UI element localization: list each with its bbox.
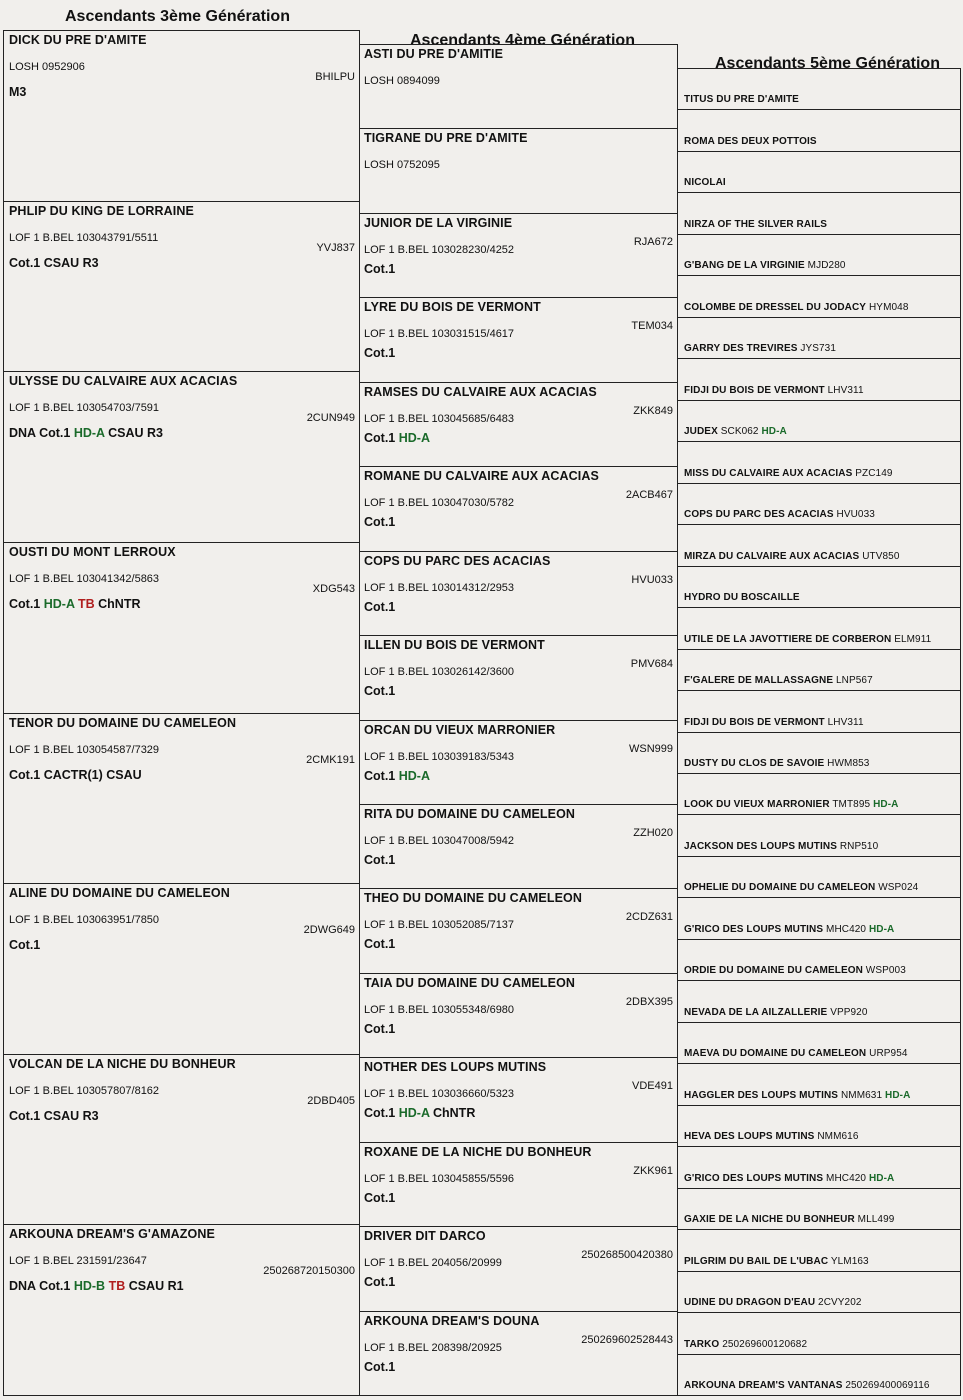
notes-text: Cot.1 — [364, 1021, 396, 1036]
gen5-entry — [678, 110, 960, 151]
id-code: MLL499 — [854, 1214, 895, 1226]
gen5-entry — [678, 1023, 960, 1064]
dog-name — [684, 551, 899, 562]
dog-name: ARKOUNA DREAM'S G'AMAZONE — [9, 1227, 215, 1242]
gen3-entry — [4, 1055, 359, 1226]
dog-name-text: OPHELIE DU DOMAINE DU CAMELEON — [684, 882, 876, 894]
gen4-entry — [359, 1312, 677, 1396]
id-code: YLM163 — [828, 1255, 869, 1267]
dog-name-text: GAXIE DE LA NICHE DU BONHEUR — [684, 1214, 855, 1226]
notes-text: Cot.1 — [364, 1359, 396, 1374]
dog-name-text: ARKOUNA DREAM'S VANTANAS — [684, 1380, 843, 1391]
id-code: PMV684 — [630, 658, 673, 671]
dog-name: TIGRANE DU PRE D'AMITE — [364, 131, 528, 146]
registration: LOF 1 B.BEL 103047030/5782 — [364, 497, 515, 510]
dog-name-text: TARKO — [684, 1338, 720, 1350]
registration: LOF 1 B.BEL 103043791/5511 — [9, 231, 159, 244]
id-code: JYS731 — [797, 343, 837, 355]
id-code: TEM034 — [631, 320, 673, 333]
id-code: YVJ837 — [316, 241, 355, 254]
notes-text: Cot.1 CACTR(1) CSAU — [9, 767, 142, 782]
titles — [9, 768, 142, 782]
notes-text: Cot.1 — [364, 261, 396, 276]
titles — [364, 346, 395, 360]
column-gen4 — [359, 44, 678, 1396]
dog-name: VOLCAN DE LA NICHE DU BONHEUR — [9, 1056, 236, 1071]
gen5-entry — [678, 193, 960, 234]
registration: LOF 1 B.BEL 103047008/5942 — [364, 834, 515, 847]
id-code: 2DBX395 — [625, 995, 673, 1008]
gen5-entry — [678, 276, 960, 317]
gen5-entry — [678, 1355, 960, 1396]
gen5-entry — [678, 484, 960, 525]
dog-name — [684, 882, 918, 893]
titles — [364, 515, 395, 529]
titles — [364, 1106, 475, 1120]
id-code: MHC420 — [823, 1172, 869, 1184]
gen5-entry — [678, 235, 960, 276]
id-code: 250269600120682 — [719, 1338, 808, 1350]
dog-name: ALINE DU DOMAINE DU CAMELEON — [9, 886, 230, 901]
id-code: MHC420 — [823, 923, 869, 935]
dog-name: ROMANE DU CALVAIRE AUX ACACIAS — [364, 469, 599, 484]
gen4-entry — [359, 214, 677, 298]
registration: LOF 1 B.BEL 103045685/6483 — [364, 412, 515, 425]
notes-text: ChNTR — [429, 1106, 476, 1121]
notes-text: Cot.1 CSAU R3 — [9, 255, 99, 270]
gen5-entry — [678, 898, 960, 939]
hd-badge: HD-A — [73, 426, 105, 441]
dog-name — [684, 1048, 908, 1059]
dog-name: ILLEN DU BOIS DE VERMONT — [364, 638, 545, 653]
notes-text: Cot.1 — [364, 852, 396, 867]
gen4-entry — [359, 974, 677, 1058]
gen4-entry — [359, 552, 677, 636]
notes-text: Cot.1 — [9, 596, 44, 611]
gen5-entry — [678, 567, 960, 608]
registration: LOF 1 B.BEL 103055348/6980 — [364, 1003, 515, 1016]
gen5-entry — [678, 1106, 960, 1147]
gen5-entry — [678, 857, 960, 898]
dog-name — [684, 924, 894, 935]
registration: LOF 1 B.BEL 103045855/5596 — [364, 1172, 515, 1185]
gen5-entry — [678, 359, 960, 400]
titles — [364, 1275, 395, 1289]
titles — [364, 600, 395, 614]
titles — [9, 85, 26, 99]
dog-name-text: UTILE DE LA JAVOTTIERE DE CORBERON — [684, 633, 892, 645]
dog-name: RITA DU DOMAINE DU CAMELEON — [364, 806, 576, 821]
dog-name-text: LOOK DU VIEUX MARRONIER — [684, 799, 830, 811]
dog-name — [684, 426, 787, 437]
gen3-entry — [4, 1225, 359, 1396]
notes-text: Cot.1 — [364, 599, 396, 614]
dog-name-text: MISS DU CALVAIRE AUX ACACIAS — [684, 467, 853, 479]
dog-name — [684, 177, 726, 188]
dog-name-text: FIDJI DU BOIS DE VERMONT — [684, 716, 825, 728]
dog-name — [684, 94, 799, 105]
header-gen5: Ascendants 5ème Génération — [715, 55, 940, 72]
notes-text: CSAU R1 — [125, 1279, 184, 1294]
dog-name-text: NICOLAI — [684, 177, 726, 189]
id-code: XDG543 — [312, 582, 355, 595]
dog-name — [684, 965, 906, 976]
dog-name — [684, 1297, 862, 1308]
gen5-entry — [678, 525, 960, 566]
dog-name-text: TITUS DU PRE D'AMITE — [684, 94, 799, 106]
id-code: 2DWG649 — [303, 924, 355, 937]
notes-text: DNA Cot.1 — [9, 426, 74, 441]
hd-badge: HD-A — [868, 1172, 895, 1184]
dog-name-text: GARRY DES TREVIRES — [684, 343, 798, 355]
dog-name: PHLIP DU KING DE LORRAINE — [9, 203, 194, 218]
notes-text: Cot.1 — [364, 768, 399, 783]
id-code: RNP510 — [836, 840, 879, 852]
dog-name — [684, 343, 836, 354]
id-code: ELM911 — [891, 633, 932, 645]
gen4-entry — [359, 805, 677, 889]
titles — [9, 256, 99, 270]
gen4-entry — [359, 383, 677, 467]
dog-name-text: JACKSON DES LOUPS MUTINS — [684, 840, 837, 852]
gen4-entry — [359, 721, 677, 805]
pedigree-grid — [3, 30, 960, 1395]
gen4-entry — [359, 636, 677, 720]
id-code: URP954 — [866, 1048, 908, 1060]
id-code: ZZH020 — [633, 826, 673, 839]
gen3-entry — [4, 372, 359, 543]
dog-name — [684, 717, 864, 728]
hd-badge: HD-A — [398, 1106, 430, 1121]
gen5-entry — [678, 69, 960, 110]
dog-name-text: MIRZA DU CALVAIRE AUX ACACIAS — [684, 550, 860, 562]
id-code: HWM853 — [824, 757, 870, 769]
dog-name: LYRE DU BOIS DE VERMONT — [364, 300, 541, 315]
gen4-entry — [359, 45, 677, 129]
registration: LOF 1 B.BEL 103014312/2953 — [364, 581, 515, 594]
registration: LOSH 0752095 — [364, 159, 440, 172]
notes-text: M3 — [9, 85, 27, 99]
gen3-entry — [4, 714, 359, 885]
header-gen4: Ascendants 4ème Génération — [410, 32, 635, 49]
titles — [9, 1279, 184, 1293]
dog-name — [684, 1339, 807, 1350]
id-code: 2CVY202 — [815, 1297, 862, 1309]
dog-name-text: FIDJI DU BOIS DE VERMONT — [684, 384, 825, 396]
notes-text: Cot.1 — [364, 430, 399, 445]
titles — [364, 1360, 395, 1374]
registration: LOSH 0894099 — [364, 75, 440, 87]
dog-name-text: G'BANG DE LA VIRGINIE — [684, 260, 805, 272]
gen5-entry — [678, 1147, 960, 1188]
gen4-entry — [359, 1143, 677, 1227]
dog-name-text: COPS DU PARC DES ACACIAS — [684, 509, 834, 521]
hd-badge: HD-A — [43, 596, 75, 611]
id-code: LHV311 — [824, 384, 864, 396]
dog-name — [684, 1173, 894, 1184]
dog-name: TENOR DU DOMAINE DU CAMELEON — [9, 715, 237, 730]
gen5-entry — [678, 1064, 960, 1105]
id-code: LNP567 — [833, 675, 873, 687]
dog-name-text: HEVA DES LOUPS MUTINS — [684, 1131, 815, 1143]
registration: LOSH 0952906 — [9, 61, 85, 73]
id-code: WSP003 — [862, 965, 906, 977]
id-code: 2ACB467 — [625, 489, 673, 502]
dog-name — [684, 1090, 910, 1101]
hd-badge: HD-A — [398, 768, 430, 783]
gen3-entry — [4, 543, 359, 714]
notes-text: ChNTR — [94, 596, 141, 611]
dog-name-text: PILGRIM DU BAIL DE L'UBAC — [684, 1255, 829, 1267]
dog-name-text: NEVADA DE LA AILZALLERIE — [684, 1006, 828, 1018]
dog-name-text: F'GALERE DE MALLASSAGNE — [684, 675, 834, 687]
notes-text: Cot.1 — [364, 937, 396, 952]
dog-name: TAIA DU DOMAINE DU CAMELEON — [364, 975, 576, 990]
registration: LOF 1 B.BEL 231591/23647 — [9, 1255, 147, 1268]
dog-name — [684, 1007, 868, 1018]
column-gen3 — [3, 30, 360, 1396]
notes-text: Cot.1 CSAU R3 — [9, 1108, 99, 1123]
titles — [9, 597, 141, 611]
registration: LOF 1 B.BEL 103063951/7850 — [9, 914, 160, 927]
hd-badge: HD-A — [761, 426, 787, 438]
dog-name: DRIVER DIT DARCO — [364, 1229, 486, 1244]
gen5-entry — [678, 442, 960, 483]
id-code: WSN999 — [628, 742, 673, 755]
registration: LOF 1 B.BEL 103039183/5343 — [364, 750, 515, 763]
dog-name-text: G'RICO DES LOUPS MUTINS — [684, 1172, 824, 1184]
gen4-entry — [359, 1058, 677, 1142]
hd-badge: HD-A — [885, 1089, 911, 1101]
dog-name: ASTI DU PRE D'AMITIE — [364, 47, 504, 61]
dog-name — [684, 219, 827, 230]
dog-name-text: JUDEX — [684, 426, 718, 438]
dog-name — [684, 1131, 859, 1142]
id-code: NMM631 — [838, 1089, 886, 1101]
dog-name: OUSTI DU MONT LERROUX — [9, 544, 176, 559]
titles — [364, 769, 430, 783]
dog-name-text: ORDIE DU DOMAINE DU CAMELEON — [684, 965, 863, 977]
header-gen3: Ascendants 3ème Génération — [65, 8, 290, 25]
titles — [364, 1191, 395, 1205]
id-code: WSP024 — [875, 882, 919, 894]
gen5-entry — [678, 691, 960, 732]
notes-text: Cot.1 — [364, 346, 396, 361]
dog-name: ROXANE DE LA NICHE DU BONHEUR — [364, 1144, 592, 1159]
gen3-entry — [4, 202, 359, 373]
id-code: ZKK849 — [633, 404, 673, 417]
notes-text: Cot.1 — [9, 938, 41, 953]
id-code: 250269602528443 — [581, 1333, 673, 1346]
dog-name — [684, 634, 931, 645]
id-code: 250268500420380 — [581, 1249, 673, 1262]
dog-name: RAMSES DU CALVAIRE AUX ACACIAS — [364, 384, 597, 399]
notes-text: Cot.1 — [364, 515, 396, 530]
dog-name — [684, 799, 898, 810]
id-code: 250269400069116 — [842, 1380, 930, 1391]
titles — [364, 684, 395, 698]
notes-text: CSAU R3 — [104, 426, 163, 441]
notes-text: DNA Cot.1 — [9, 1279, 74, 1294]
registration: LOF 1 B.BEL 103054703/7591 — [9, 402, 160, 415]
id-code: NMM616 — [814, 1131, 859, 1143]
id-code: UTV850 — [859, 550, 900, 562]
titles — [364, 1022, 395, 1036]
registration: LOF 1 B.BEL 103028230/4252 — [364, 243, 515, 256]
id-code: VDE491 — [632, 1080, 673, 1093]
gen3-entry — [4, 884, 359, 1055]
dog-name-text: ROMA DES DEUX POTTOIS — [684, 135, 817, 147]
tb-badge: TB — [78, 596, 95, 611]
hd-badge: HD-B — [73, 1279, 106, 1294]
gen4-entry — [359, 467, 677, 551]
dog-name: NOTHER DES LOUPS MUTINS — [364, 1060, 547, 1075]
dog-name — [684, 302, 908, 313]
titles — [9, 938, 40, 952]
registration: LOF 1 B.BEL 103036660/5323 — [364, 1088, 515, 1101]
id-code: 2CMK191 — [306, 753, 355, 766]
dog-name — [684, 260, 846, 271]
gen5-entry — [678, 1313, 960, 1354]
id-code: HVU033 — [631, 573, 673, 586]
dog-name: ULYSSE DU CALVAIRE AUX ACACIAS — [9, 374, 238, 389]
dog-name — [684, 841, 878, 852]
titles — [364, 937, 395, 951]
dog-name-text: HYDRO DU BOSCAILLE — [684, 592, 800, 604]
registration: LOF 1 B.BEL 103026142/3600 — [364, 666, 515, 679]
id-code: SCK062 — [717, 426, 762, 438]
id-code: 2CUN949 — [306, 412, 355, 425]
gen5-entry — [678, 733, 960, 774]
id-code: LHV311 — [824, 716, 864, 728]
dog-name-text: DUSTY DU CLOS DE SAVOIE — [684, 757, 825, 769]
id-code: ZKK961 — [633, 1164, 673, 1177]
dog-name: ORCAN DU VIEUX MARRONIER — [364, 722, 556, 737]
gen4-entry — [359, 1227, 677, 1311]
gen5-entry — [678, 815, 960, 856]
id-code: VPP920 — [827, 1006, 868, 1018]
gen5-entry — [678, 1189, 960, 1230]
tb-badge: TB — [108, 1279, 126, 1294]
dog-name: DICK DU PRE D'AMITE — [9, 33, 147, 47]
titles — [9, 1109, 99, 1123]
registration: LOF 1 B.BEL 103052085/7137 — [364, 919, 515, 932]
column-gen5 — [678, 68, 961, 1396]
titles — [364, 853, 395, 867]
gen5-entry — [678, 318, 960, 359]
titles — [9, 426, 163, 440]
dog-name-text: G'RICO DES LOUPS MUTINS — [684, 923, 824, 935]
dog-name-text: NIRZA OF THE SILVER RAILS — [684, 218, 828, 230]
dog-name-text: COLOMBE DE DRESSEL DU JODACY — [684, 301, 867, 313]
registration: LOF 1 B.BEL 103054587/7329 — [9, 743, 160, 756]
dog-name: THEO DU DOMAINE DU CAMELEON — [364, 891, 582, 906]
id-code: 2CDZ631 — [625, 911, 673, 924]
hd-badge: HD-A — [873, 799, 899, 811]
dog-name — [684, 468, 893, 479]
id-code: TMT895 — [829, 799, 874, 811]
dog-name — [684, 1256, 869, 1267]
notes-text: Cot.1 — [364, 1190, 396, 1205]
registration: LOF 1 B.BEL 204056/20999 — [364, 1257, 502, 1270]
gen5-entry — [678, 1272, 960, 1313]
id-code: HVU033 — [833, 509, 875, 521]
registration: LOF 1 B.BEL 103031515/4617 — [364, 328, 515, 341]
dog-name — [684, 136, 817, 147]
dog-name-text: MAEVA DU DOMAINE DU CAMELEON — [684, 1048, 867, 1060]
dog-name — [684, 675, 873, 686]
registration: LOF 1 B.BEL 208398/20925 — [364, 1341, 502, 1354]
gen5-entry — [678, 940, 960, 981]
dog-name — [684, 1214, 894, 1225]
dog-name — [684, 509, 875, 520]
id-code: 2DBD405 — [307, 1094, 355, 1107]
gen4-entry — [359, 298, 677, 382]
dog-name — [684, 1380, 930, 1391]
dog-name-text: HAGGLER DES LOUPS MUTINS — [684, 1089, 839, 1101]
gen5-entry — [678, 152, 960, 193]
titles — [364, 262, 395, 276]
dog-name-text: UDINE DU DRAGON D'EAU — [684, 1297, 816, 1309]
notes-text: Cot.1 — [364, 1106, 399, 1121]
gen4-entry — [359, 889, 677, 973]
id-code: PZC149 — [852, 467, 893, 479]
gen5-entry — [678, 401, 960, 442]
id-code: BHILPU — [315, 71, 355, 83]
hd-badge: HD-A — [868, 923, 895, 935]
gen5-entry — [678, 1230, 960, 1271]
dog-name: JUNIOR DE LA VIRGINIE — [364, 215, 513, 230]
dog-name: ARKOUNA DREAM'S DOUNA — [364, 1313, 540, 1328]
hd-badge: HD-A — [398, 430, 430, 445]
dog-name — [684, 758, 869, 769]
dog-name: COPS DU PARC DES ACACIAS — [364, 553, 551, 568]
gen5-entry — [678, 981, 960, 1022]
id-code: 250268720150300 — [263, 1265, 355, 1278]
gen5-entry — [678, 650, 960, 691]
notes-text: Cot.1 — [364, 1275, 396, 1290]
dog-name — [684, 385, 864, 396]
gen5-entry — [678, 608, 960, 649]
gen4-entry — [359, 129, 677, 213]
notes-text: Cot.1 — [364, 684, 396, 699]
id-code: RJA672 — [633, 235, 673, 248]
dog-name — [684, 592, 800, 603]
id-code: HYM048 — [866, 301, 909, 313]
registration: LOF 1 B.BEL 103057807/8162 — [9, 1084, 160, 1097]
gen3-entry — [4, 31, 359, 202]
titles — [364, 431, 430, 445]
id-code: MJD280 — [804, 260, 846, 272]
registration: LOF 1 B.BEL 103041342/5863 — [9, 572, 160, 585]
gen5-entry — [678, 774, 960, 815]
